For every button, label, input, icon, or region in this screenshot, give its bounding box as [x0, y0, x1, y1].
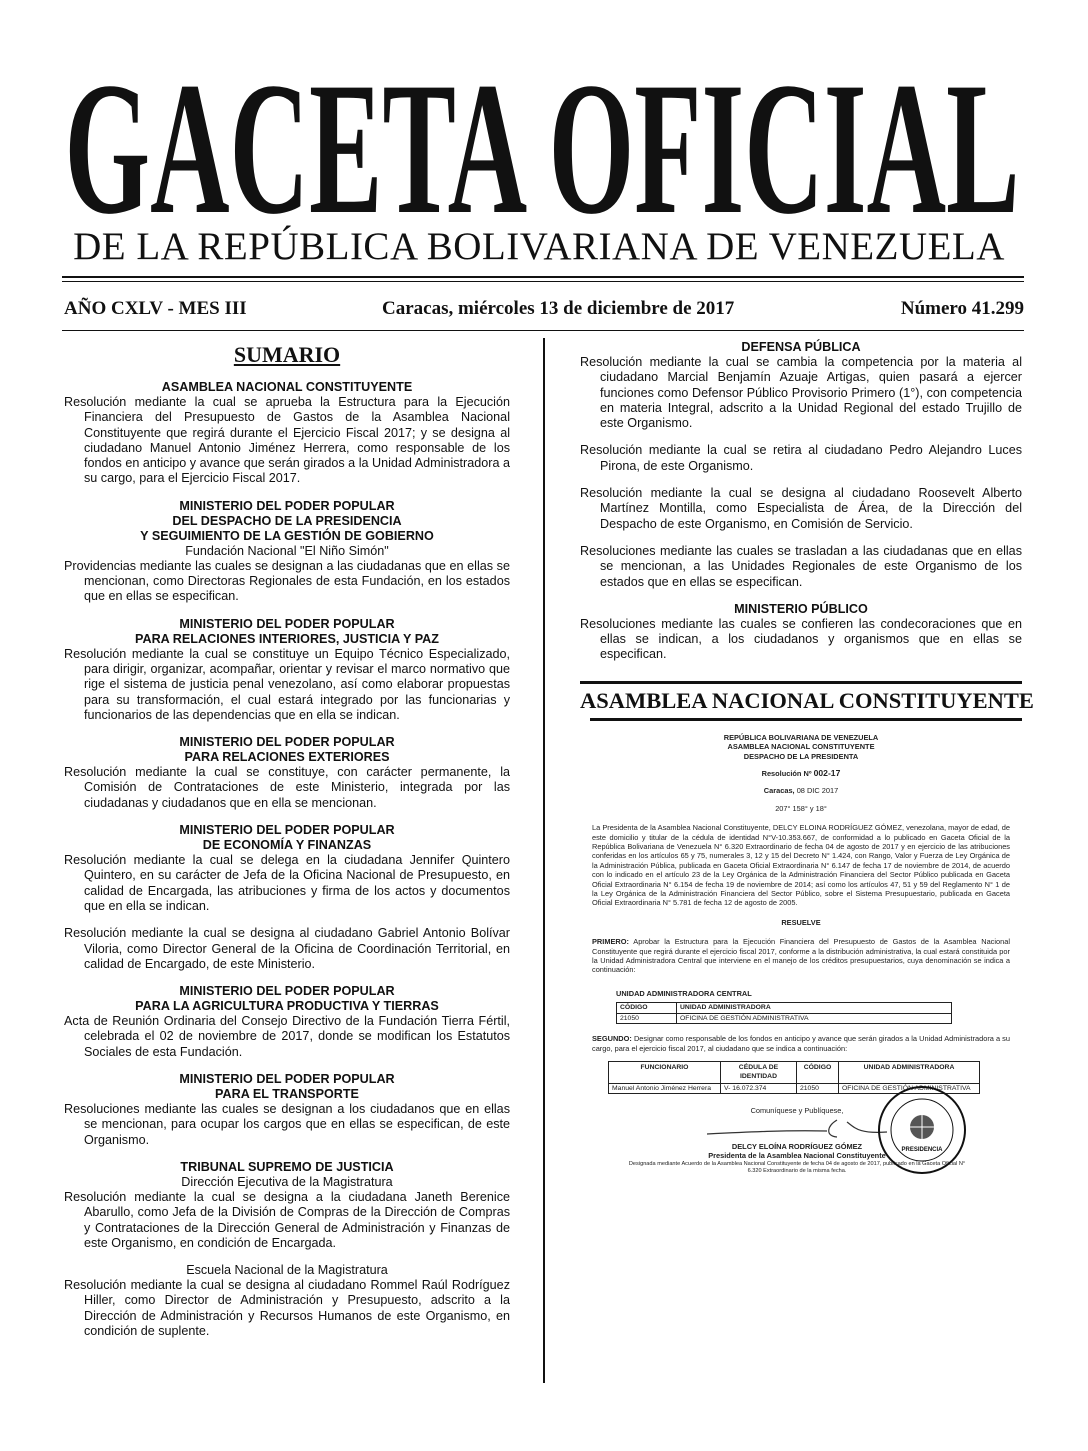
- sumario-title: SUMARIO: [233, 342, 341, 367]
- section-heading-ministerio-del-poder-popular: MINISTERIO DEL PODER POPULAR: [179, 735, 395, 750]
- section-heading-y-seguimiento-de-la-gestion-de-gobierno: Y SEGUIMIENTO DE LA GESTIÓN DE GOBIERNO: [140, 528, 434, 543]
- masthead-subtitle: DE LA REPÚBLICA BOLIVARIANA DE VENEZUELA: [73, 225, 1005, 268]
- segundo-text: Designar como responsable de los fondos en anticipo y avance que serán girados a la Unidad Administradora a su cargo, para el ejercicio fiscal 2017, al ciudadano que se indica a continuación:: [592, 1034, 1010, 1053]
- section-heading-ministerio-del-poder-popular: MINISTERIO DEL PODER POPULAR: [179, 498, 395, 513]
- sumario-entry: Resoluciones mediante las cuales se designan a los ciudadanos que en ellas se mencionan, para ocupar los cargos que en ellas se especifican, de este Organismo.: [64, 1102, 510, 1147]
- masthead-title: [62, 62, 1022, 232]
- sumario-entry: Resolución mediante la cual se retira al ciudadano Pedro Alejandro Luces Pirona, de este Organismo.: [580, 443, 1022, 473]
- section-heading-tribunal-supremo-de-justicia: TRIBUNAL SUPREMO DE JUSTICIA: [180, 1159, 394, 1174]
- sumario-entry: Acta de Reunión Ordinaria del Consejo Directivo de la Fundación Tierra Fértil, celebrada el 02 de noviembre de 2017, donde se modifican los Estatutos Sociales de esta Fundación.: [64, 1014, 510, 1059]
- signature-block: [580, 1102, 1022, 1202]
- masthead: [0, 0, 1088, 280]
- primero-label: PRIMERO:: [592, 937, 629, 947]
- signer-name: DELCY ELOÍNA RODRÍGUEZ GÓMEZ: [731, 1141, 863, 1151]
- issue-info-bar: [64, 298, 1024, 324]
- unit-table-cell-unit: OFICINA DE GESTIÓN ADMINISTRATIVA: [677, 1013, 952, 1023]
- sumario-section: [64, 1072, 510, 1148]
- official-table-cell-id: V- 16.072.374: [721, 1083, 797, 1093]
- sumario-section: [580, 602, 1022, 663]
- seal-label: PRESIDENCIA: [901, 1147, 943, 1154]
- official-table-cell-code: 21050: [797, 1083, 839, 1093]
- issue-year-month: AÑO CXLV - MES III: [64, 298, 247, 319]
- sumario-section: [64, 1160, 510, 1251]
- section-heading-ministerio-publico: MINISTERIO PÚBLICO: [734, 601, 868, 616]
- masthead-rule-bottom: [62, 281, 1024, 282]
- section-heading-ministerio-del-poder-popular: MINISTERIO DEL PODER POPULAR: [179, 1072, 395, 1087]
- section-heading-ministerio-del-poder-popular: MINISTERIO DEL PODER POPULAR: [179, 984, 395, 999]
- resolution-resuelve: RESUELVE: [781, 917, 821, 927]
- sumario-entry: Resolución mediante la cual se designa al ciudadano Roosevelt Alberto Martínez Montilla, como Especialista de Área, de la Dirección del Despacho de este Organismo, en Comisión de Servicio.: [580, 486, 1022, 531]
- unit-table: [616, 1002, 952, 1024]
- official-table-cell-name: Manuel Antonio Jiménez Herrera: [609, 1083, 721, 1093]
- section-heading-ministerio-del-poder-popular: MINISTERIO DEL PODER POPULAR: [179, 616, 395, 631]
- section-heading-para-relaciones-interiores-justicia-y-pa: PARA RELACIONES INTERIORES, JUSTICIA Y PAZ: [135, 631, 439, 646]
- section-subheading: Dirección Ejecutiva de la Magistratura: [181, 1174, 393, 1189]
- sumario-right-column: [580, 340, 1034, 1202]
- resolution-date-line: [580, 786, 1022, 795]
- official-table-header-name: FUNCIONARIO: [609, 1061, 721, 1083]
- sumario-section: [64, 1263, 510, 1339]
- signer-title: Presidenta de la Asamblea Nacional Constituyente: [708, 1151, 886, 1161]
- sumario-entry: Resolución mediante la cual se constituye, con carácter permanente, la Comisión de Contrataciones de este Ministerio, integrada por las ciudadanas y ciudadanos que en ella se mencionan.: [64, 765, 510, 810]
- sumario-entry: Resolución mediante la cual se delega en la ciudadana Jennifer Quintero Quintero, en su carácter de Jefa de la Oficina Nacional de Presupuesto, en calidad de Encargada, las atribuciones y firma de los actos y documentos que en ella se indican.: [64, 853, 510, 913]
- section-heading-para-relaciones-exteriores: PARA RELACIONES EXTERIORES: [184, 750, 390, 765]
- sumario-entry: Resolución mediante la cual se cambia la competencia por la materia al ciudadano Marcial Benjamín Azuaje Artigas, quien pasará a ejercer funciones como Defensor Público Provisorio Primero (1°), con competencia en materia Integral, adscrito a la Unidad Regional del estado Trujillo de este Organismo.: [580, 355, 1022, 431]
- section-band-bottom: [590, 718, 1022, 721]
- official-table-header-id: CÉDULA DE IDENTIDAD: [721, 1061, 797, 1083]
- section-heading-ministerio-del-poder-popular: MINISTERIO DEL PODER POPULAR: [179, 823, 395, 838]
- sumario-section: [64, 735, 510, 811]
- official-table-header-code: CÓDIGO: [797, 1061, 839, 1083]
- sumario-entry: Resolución mediante la cual se designa a la ciudadana Janeth Berenice Abarullo, como Jefa de la División de Compras de la Dirección de Compras y Contrataciones de la Dirección General de Administración y Finanzas de este Organismo, en condición de Encargada.: [64, 1189, 510, 1250]
- section-heading-para-el-transporte: PARA EL TRANSPORTE: [215, 1087, 359, 1102]
- resolution-header-republic: REPÚBLICA BOLIVARIANA DE VENEZUELA: [723, 732, 879, 742]
- resolution-number-label: Resolución Nº: [761, 768, 812, 778]
- infobar-rule: [62, 330, 1024, 331]
- column-divider: [543, 338, 545, 1383]
- section-heading-asamblea-nacional-constituyente: ASAMBLEA NACIONAL CONSTITUYENTE: [161, 380, 413, 394]
- sumario-section: [64, 617, 510, 723]
- resolution-place: Caracas,: [763, 786, 795, 796]
- sumario-left-column: [64, 342, 510, 1351]
- masthead-title-text: GACETA OFICIAL: [64, 62, 1020, 232]
- sumario-entry: Resolución mediante la cual se aprueba la Estructura para la Ejecución Financiera del Presupuesto de Gastos de la Asamblea Nacional Constituyente que regirá durante el Ejercicio Fiscal 2017; y se designa al ciudadano Manuel Antonio Jiménez Herrera, como responsable de los fondos en anticipo y avance que serán girados a la Unidad Administradora a su cargo, para el Ejercicio Fiscal 2017.: [64, 395, 510, 486]
- sumario-section: [64, 984, 510, 1060]
- sumario-section: [64, 499, 510, 605]
- resolution-preamble: La Presidenta de la Asamblea Nacional Constituyente, DELCY ELOINA RODRÍGUEZ GÓMEZ, venezolana, mayor de edad, de este domicilio y titular de la cédula de identidad N°V-10.353.667, de conformidad a lo publicado en Gaceta Oficial de la República Bolivariana de Venezuela N° 6.320 Extraordinario de fecha 04 de agosto de 2017 y en ejercicio de las atribuciones conferidas en los artículos 65 y 75, numerales 3, 12 y 15 del Decreto N° 1.424, con Rango, Valor y Fuerza de Ley Orgánica de la Administración Pública, publicada en Gaceta Oficial Extraordinaria N° 6.147 de fecha 17 de noviembre de 2014, de acuerdo con lo indicado en el artículo 23 de la Ley Orgánica de la Administración Financiera del Sector Público publicada en Gaceta Oficial Extraordinaria N° 6.154 de fecha 19 de noviembre de 2014; así como los artículos 47, 51 y 59 del Reglamento N° 1 de la Ley Orgánica de la Administración Financiera del Sector Público, sobre el Sistema Presupuestario, publicada en Gaceta Oficial Extraordinaria N° 5.781 de fecha 12 de agosto de 2005.: [592, 823, 1010, 908]
- masthead-rule-top: [62, 276, 1024, 278]
- section-heading-de-economia-y-finanzas: DE ECONOMÍA Y FINANZAS: [202, 838, 372, 853]
- section-subheading: Escuela Nacional de la Magistratura: [186, 1263, 388, 1278]
- section-band-top: [580, 681, 1022, 684]
- resolution-header-office: DESPACHO DE LA PRESIDENTA: [743, 751, 859, 761]
- issue-date: Caracas, miércoles 13 de diciembre de 2017: [382, 298, 735, 319]
- table-row: [617, 1013, 952, 1023]
- sumario-entry: Resoluciones mediante las cuales se trasladan a las ciudadanas que en ellas se mencionan, a las Unidades Regionales de este Organismo de los estados que en ellas se especifican.: [580, 543, 1022, 589]
- sumario-entry: Resolución mediante la cual se designa al ciudadano Gabriel Antonio Bolívar Viloria, como Director General de la Oficina de Coordinación Territorial, en calidad de Encargado, de este Ministerio.: [64, 926, 510, 971]
- sumario-entry: Resolución mediante la cual se constituye un Equipo Técnico Especializado, para dirigir, organizar, acompañar, orientar y revisar el marco normativo que rige el sistema de justicia penal venezolano, así como elaborar propuestas para su transformación, el cual estará integrado por las funcionarias y funcionarios de las dependencias que en ella se indican.: [64, 646, 510, 722]
- section-title: ASAMBLEA NACIONAL CONSTITUYENTE: [580, 687, 1034, 713]
- sumario-entry: Resoluciones mediante las cuales se confieren las condecoraciones que en ellas se indican, a los ciudadanos y organismos que en ellas se especifican.: [580, 616, 1022, 662]
- sumario-section: [580, 340, 1022, 590]
- resolution-date: 08 DIC 2017: [796, 786, 839, 796]
- official-seal-icon: [876, 1084, 968, 1176]
- closing-formula: Comuníquese y Publíquese,: [750, 1106, 844, 1116]
- unit-heading: UNIDAD ADMINISTRADORA CENTRAL: [616, 988, 752, 998]
- issue-number: Número 41.299: [900, 298, 1024, 319]
- resolution-number-line: [580, 769, 1022, 778]
- section-heading-del-despacho-de-la-presidencia: DEL DESPACHO DE LA PRESIDENCIA: [172, 513, 402, 528]
- sumario-section: [64, 823, 510, 972]
- resolution-header-assembly: ASAMBLEA NACIONAL CONSTITUYENTE: [727, 742, 875, 752]
- resolution-years: 207° 158° y 18°: [775, 803, 827, 813]
- official-table-cell-unit: OFICINA DE GESTIÓN ADMINISTRATIVA: [839, 1083, 980, 1093]
- unit-table-cell-code: 21050: [617, 1013, 677, 1023]
- resolution-number: 002-17: [813, 767, 841, 778]
- section-subheading: Fundación Nacional "El Niño Simón": [185, 543, 389, 558]
- sumario-entry: Providencias mediante las cuales se designan a las ciudadanas que en ellas se mencionan, como Directoras Regionales de esta Fundación, en los estados que en ellas se especifican.: [64, 558, 510, 604]
- signature-scribble: [687, 1116, 907, 1140]
- unit-table-header-code: CÓDIGO: [617, 1003, 677, 1013]
- official-table-header-unit: UNIDAD ADMINISTRADORA: [839, 1061, 980, 1083]
- primero-text: Aprobar la Estructura para la Ejecución Financiera del Presupuesto de Gastos de la Asamblea Nacional Constituyente que regirá durante el ejercicio fiscal 2017, conforme a la distribución administrativa, la cual estará constituida por la Unidad Administradora Central que interviene en el manejo de los créditos presupuestarios, cuya denominación se indica a continuación:: [592, 937, 1010, 975]
- resolution-article-primero: [580, 937, 1022, 975]
- sumario-entry: Resolución mediante la cual se designa al ciudadano Rommel Raúl Rodríguez Hiller, como Director de Administración y Presupuesto, adscrito a la Dirección de Administración y Recursos Humanos de este Organismo, en condición de suplente.: [64, 1278, 510, 1338]
- unit-table-header-unit: UNIDAD ADMINISTRADORA: [677, 1003, 952, 1013]
- sumario-section: [64, 380, 510, 487]
- signer-note: Designada mediante Acuerdo de la Asamblea Nacional Constituyente de fecha 04 de agosto de 2017, publicado en la Gaceta Oficial N° 6.320 Extraordinario de la misma fecha.: [628, 1160, 966, 1174]
- segundo-label: SEGUNDO:: [592, 1034, 632, 1044]
- resolution-article-segundo: [580, 1034, 1022, 1053]
- section-heading-para-la-agricultura-productiva-y-tierras: PARA LA AGRICULTURA PRODUCTIVA Y TIERRAS: [135, 999, 439, 1014]
- section-heading-defensa-publica: DEFENSA PÚBLICA: [741, 340, 861, 354]
- resolution-document: [580, 733, 1022, 1202]
